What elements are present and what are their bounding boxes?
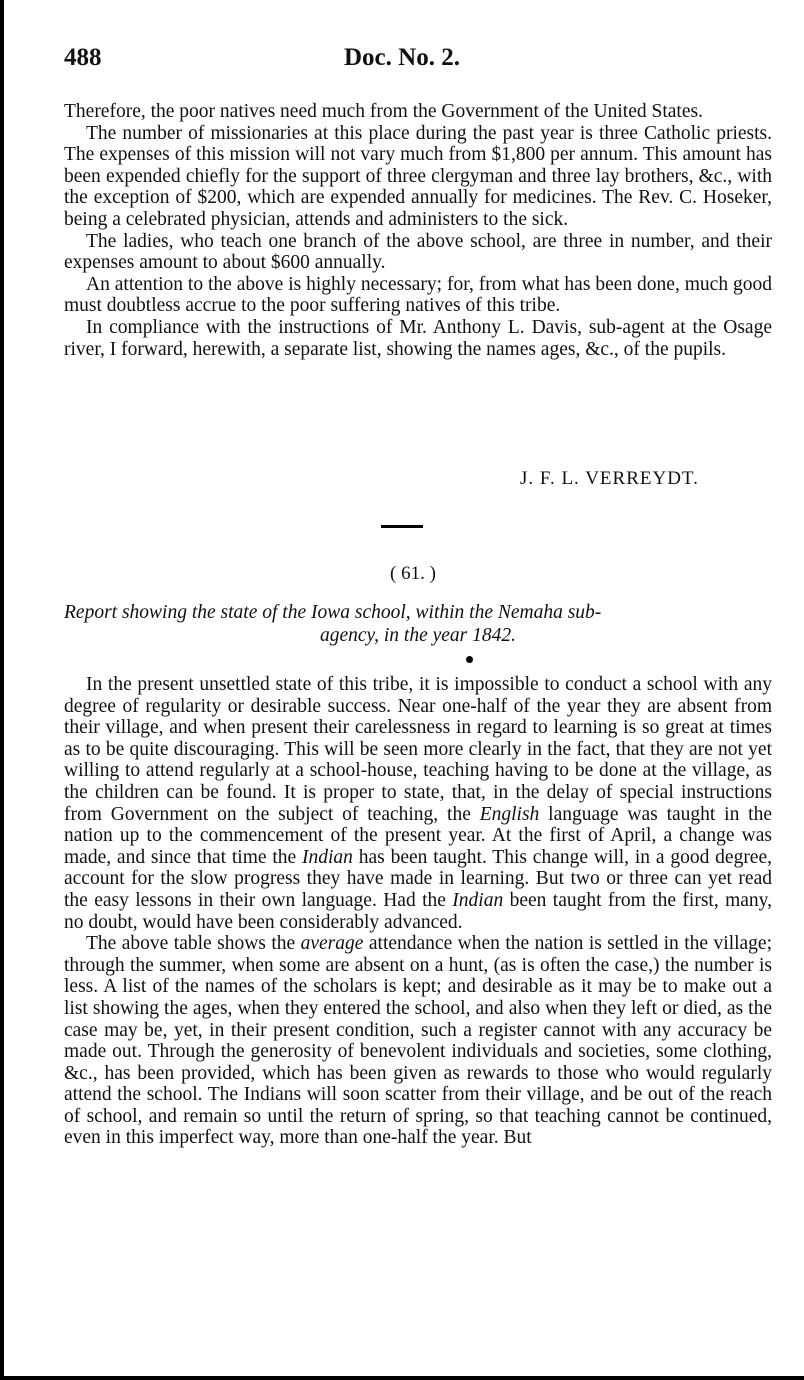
paragraph: The above table shows the average attendance when the nation is settled in the village; through the summer, when some are absent on a hunt, (as is often the case,) the number is less. A list of the names of the scholars is kept; and desirable as it may be to make out a list showing the ages, when they entered the school, and also when they left or died, as the case may be, yet, in their present condition, such a register cannot with any accuracy be made out. Through the generosity of benevolent individuals and societies, some clothing, &c., has been provided, which has been given as rewards to those who would regularly attend the school. The Indians will soon scatter from their village, and be out of the reach of school, and remain so until the return of spring, so that teaching cannot be continued, even in this imperfect way, more than one-half the year. But [64,933,773,1149]
paragraph: The number of missionaries at this place during the past year is three Catholic priests. The expenses of this mission will not vary much from $1,800 per annum. This amount has been expended chiefly for the support of three clergyman and three lay brothers, &c., with the exception of $200, which are expended annually for medicines. The Rev. C. Hoseker, being a celebrated physician, attends and administers to the sick. [64,122,772,230]
page-number: 488 [64,44,102,71]
paragraph: The ladies, who teach one branch of the above school, are three in number, and their expenses amount to about $600 annually. [64,230,772,274]
report-text-block [64,674,772,1149]
paragraph: Therefore, the poor natives need much from the Government of the United States. [64,101,703,122]
paragraph: In compliance with the instructions of Mr. Anthony L. Davis, sub-agent at the Osage river, I forward, herewith, a separate list, showing the names ages, &c., of the pupils. [64,316,772,360]
report-title-line-1: Report showing the state of the Iowa school, within the Nemaha sub- [64,602,602,623]
paragraph: An attention to the above is highly necessary; for, from what has been done, much good must doubtless accrue to the poor suffering natives of this tribe. [64,273,772,317]
bullet-mark [466,656,473,663]
letter-text-block [64,101,772,360]
report-title-line-2: agency, in the year 1842. [319,625,517,646]
document-title: Doc. No. 2. [344,44,460,71]
signature: J. F. L. VERREYDT. [520,468,699,489]
page-header [64,44,764,80]
bottom-border-line [0,1376,804,1380]
report-title [64,601,772,647]
left-border-line [0,0,4,1380]
paragraph: In the present unsettled state of this tribe, it is impossible to conduct a school with any degree of regularity or desirable success. Near one-half of the year they are absent from their village, and when present their carelessness in regard to learning is so great at times as to be quite discouraging. This will be seen more clearly in the fact, that they are not yet willing to attend regularly at a school-house, teaching having to be done at the village, as the children can be found. It is proper to state, that, in the delay of special instructions from Government on the subject of teaching, the English language was taught in the nation up to the commencement of the present year. At the first of April, a change was made, and since that time the Indian has been taught. This change will, in a good degree, account for the slow progress they have made in learning. But two or three can yet read the easy lessons in their own language. Had the Indian been taught from the first, many, no doubt, would have been considerably advanced. [64,674,773,933]
section-number: ( 61. ) [390,563,436,584]
section-divider [381,525,423,528]
